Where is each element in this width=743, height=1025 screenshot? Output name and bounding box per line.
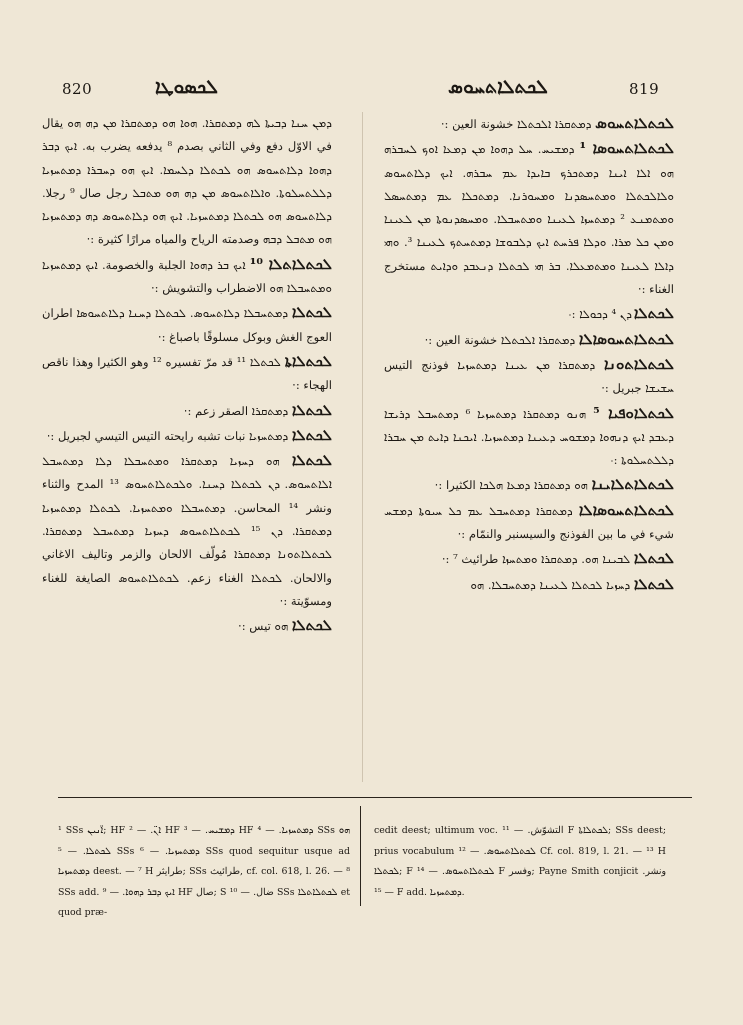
entry-headword: ܠܟܬܠܐ — [291, 400, 332, 419]
footnote-rule — [58, 797, 692, 798]
dictionary-entry — [42, 301, 332, 349]
dictionary-entry — [384, 547, 674, 571]
dictionary-entry — [384, 112, 674, 136]
dictionary-entry — [384, 499, 674, 547]
footnote-column-divider — [360, 806, 361, 906]
entry-headword: ܠܟܬܠܐܬܠܐ ¹⁰ — [249, 254, 332, 273]
entry-headword: ܠܟܬܠܐ — [633, 304, 674, 323]
entry-definition: ܕܡܫܝܚ. ܚܠ ܕܗܘܐ ܡܢ ܕܡܥܐ ܐܘܟ ܠܚܒܪܗ ܗܘ ܐܠܐ ܐܝܢܐ ܕܡܬܟܪܟ ܒܐܝܕܐ ܥܡ ܚܒܪܗ. ܐܝܟ ܕܠܐܬܚܘܣ ܘܠܐܠܟܬܠܐ ܘܡܬܚܣܕܢܐ ܘܡܚܘܪܢܐ. ܕܡܬܟܠܐ ܥܡ ܕܡܬܚܣܠ ܘܡܬܡܢܥ ² ܕܡܬܚܙܐ ܠܥܝܢܐ ܘܡܬܚܒܠܐ. ܘܡܚܣܕܢܘܬܐ ܡܢ ܠܥܝܢܐ ܘܡܢ ܟܠ ܡܪܐ. ܘܕܠܐ ܦܪܚܬ ܐܝܟ ܕܠܒܘܫܐ ܕܡܬܚܬܟ ܠܥܝܢܐ ³. ܘܗܝ ܕܐܠܐ ܠܥܝܢܐ ܘܡܬܡܥܠܐ. ܒܪ ܗܝ ܠܟܬܠܐ ܕܢܥܒܕ ܘܕܐܝܬ مستخرج الغناء :‧ — [384, 142, 674, 297]
entry-definition: ܕܡܢ ܚܢܐ ܕܒܝܬܐ ܠܗ ܕܡܬܩܪܐ. ܗܘܐ ܗܘ ܕܡܬܩܪܐ ܡܢ ܕܗ ܗܘ يقال في الاوّل دفع وفي الثاني بصدم ⁸ يدفعه يضرب به. ܐܝܟ ܕܒܪ ܕܗܘܐ ܕܠܐܬܚܘܣ ܗܘ ܠܟܬܠܐ ܕܠܚܡܐ. ܐܝܟ ܗܘ ܕܚܒܪܐ ܕܡܬܚܙܝܐ ܕܠܠܬܚܠܘܬܐ. ܘܐܠܐܬܚܘܣ ܡܢ ܕܗ ܗܘ ܡܬܒܠ رجل صال ⁹ رجلا. ܕܠܐܬܚܘܣ ܗܘ ܠܟܬܠܐ ܕܡܬܚܙܝܐ. ܐܝܟ ܗܘ ܕܠܐܬܚܘܣ ܕܗ ܕܡܬܚܙܝܐ ܗܘ ܡܬܒܠ ܕܒܗ وصدمته الرياح والمياه مرارًا كثيرة :‧ — [42, 116, 332, 247]
entry-definition: ܕܡܬܩܪܐ ܐܠܟܬܠܐ خشونة العين :‧ — [440, 117, 592, 131]
entry-headword: ܠܟܬܠܐ — [291, 616, 332, 635]
entry-definition: ܠܒܝܢܐ ܗܘ. ܕܡܬܩܪܐ ܘܡܬܚܙܐ طرائيث ⁷ :‧ — [441, 552, 631, 567]
dictionary-entry — [42, 614, 332, 638]
dictionary-entry — [384, 302, 674, 326]
entry-definition: ܗܘ تيس :‧ — [238, 619, 289, 634]
footnotes-right: cedit deest; ultimum voc. التشوّش. — ¹¹ F ܠܟܬܠܐܬܐ; SSs deest; prius vocabulum ܠܟܬܠܐܬܚܘܣ. — ¹² Cf. col. 819, l. 21. — ¹³ H ܠܟܬܠܐ; F ܠܟܬܠܐܬܚܘܣ. — ¹⁴ F وفسر; Payne Smith conjicit ونشر. — ¹⁵ F add. ܕܡܬܚܙܝܐ. — [374, 825, 666, 898]
dictionary-entry — [42, 449, 332, 613]
entry-definition: ܕܡܬܚܙܝܐ نبات تشبه رايحته التيس التيسي لجبريل :‧ — [46, 428, 289, 443]
dictionary-entry — [384, 353, 674, 401]
right-running-title: ܠܟܬܠܐܬܚܘܣ — [448, 76, 548, 98]
left-text-column — [42, 112, 332, 782]
entry-headword: ܠܟܬܠܐܬܠܐܝܢܐ — [591, 475, 674, 494]
dictionary-entry — [42, 399, 332, 423]
dictionary-entry — [384, 473, 674, 497]
entry-definition: ܠܟܬܠܐ ¹¹ قد مرّ تفسيره ¹² وهو الكثيرا وهذا ناقص الهجاء :‧ — [42, 354, 332, 393]
dictionary-entry — [384, 137, 674, 301]
entry-headword: ܠܟܬܠܐܬܚܘܣ — [595, 114, 674, 132]
entry-definition: ܕܡܬܩܪܐ ܡܢ ܥܝܢܐ ܕܡܬܚܙܝܐ فوذنج التيس ܚܫܝܫܐ جبريل :‧ — [384, 357, 674, 396]
entry-headword: ܠܟܬܠܐ — [291, 425, 332, 444]
entry-headword: ܠܟܬܠܐ — [633, 574, 674, 593]
dictionary-entry — [384, 328, 674, 352]
entry-definition: ܕܚܙܝܐ ܠܟܬܠܐ ܠܥܝܢܐ ܕܡܬܚܒܠܐ. ܗܘ — [470, 577, 631, 592]
dictionary-entry — [384, 402, 674, 473]
entry-headword: ܠܟܬܠܐ — [291, 451, 332, 470]
left-running-title: ܠܟܣܘܛܐ — [155, 76, 218, 98]
dictionary-entry — [42, 112, 332, 252]
entry-headword: ܠܟܬܠܐ — [291, 303, 332, 322]
entry-headword: ܠܟܬܠܐܬܚܘܣܐܠܐ — [578, 329, 674, 348]
dictionary-entry — [384, 573, 674, 597]
entry-headword: ܠܟܬܠܐ — [633, 549, 674, 568]
entry-definition: ܗܘ ܕܡܬܩܪܐ ܕܡܥܐ ܗܠܟܐ الكثيرا :‧ — [434, 478, 588, 493]
right-text-column — [384, 112, 674, 782]
dictionary-entry — [42, 424, 332, 448]
dictionary-entry — [42, 253, 332, 301]
entry-definition: ܗܢܘ ܕܡܬܩܪܐ ܕܡܬܚܙܝܐ ⁶ ܕܡܬܚܒܠ ܕܪܝܫܐ ܕܥܒܕ ܐܝܟ ܕܢܗܘܐ ܕܡܫܘܚ ܕܥܝܢܐ ܕܡܬܚܙܝܐ. ܐܝܟܢܐ ܕܐܝܬ ܡܢ ܚܒܪܐ ܕܠܠܬܚܠܘܬܐ :‧ — [384, 406, 674, 468]
right-page-number: 819 — [629, 80, 660, 98]
column-divider — [362, 112, 363, 782]
entry-headword: ܠܟܬܠܐܬܘܢܐ — [603, 354, 674, 373]
footnotes-left: ¹ SSs ܐ̈ܢܝܢ; HF ܐܢ̈. — ² HF ܕܡܫܝܚ. — ³ HF ܕܡܬܚܙܝܐ. — ⁴ SSs ܗܘ ܠܟܬܠܐ. — ⁵ SSs ܕܡܬܚܙܝܐ. — ⁶ SSs quod sequitur usque ad ܕܡܬܚܙܝܐ deest. — ⁷ H طرايثر; SSs طرائيث, cf. col. 618, l. 26. — ⁸ SSs add. ܐܝܟ ܕܒܪ ܕܗܘܐ. — ⁹ HF صال; S ضال. — ¹⁰ SSs ܠܟܬܠܐܬܠܐ et quod præ- — [58, 825, 351, 918]
entry-headword: ܠܟܬܠܐܬܚܘܣܐ ¹ — [579, 139, 674, 158]
left-page-number: 820 — [62, 80, 93, 98]
entry-definition: ܗܘ ܕܚܙܝܐ ܕܡܬܩܪܐ ܘܡܬܚܒܠܐ ܕܠܐ ܕܡܬܚܒܠ ܐܠܐܬܚܘܣ. ܕܢ ܠܟܬܠܐ ܕܚܢܐ. ܘܠܟܬܠܐܬܚܘܣ ¹³ المدح والثناء ونشر ¹⁴ المحاسن. ܕܡܬܚܒܠܐ ܘܡܬܚܙܝܐ. ܠܟܬܠܐ ܕܡܬܚܙܝܐ ܕܡܬܩܪܐ. ܕܢ ¹⁵ ܠܟܬܠܐܬܚܘܣ ܕܚܙܝܐ ܕܡܬܚܒܠ ܕܡܬܩܪܐ. ܠܟܬܠܐܬܘܢܐ ܕܡܬܩܪܐ مُولّف الالحان والزمر وتاليف الاغاني والالحان. ܠܟܬܠܐ الغناء زعم. ܠܟܬܠܐܬܚܘܣ الصايغة للغناء ومسوّيتة :‧ — [42, 454, 332, 608]
entry-headword: ܠܟܬܠܐܬܐ — [284, 351, 332, 370]
entry-headword: ܠܟܬܠܐܘܦܝܐ ⁵ — [593, 403, 674, 422]
entry-definition: ܕܡܬܚܒܠܐ ܕܠܐܬܚܘܣ. ܠܟܬܠܐ ܕܚܢܐ ܕܠܐܬܚܘܣܐ اطران العوج الغش وبوكل مسلوقًا باصباغ :‧ — [42, 306, 332, 344]
entry-headword: ܠܟܬܠܐܬܚܘܣܐܠܐ — [578, 500, 674, 519]
entry-definition: ܕܢ ⁴ ܕܟܘܠܐ :‧ — [568, 307, 631, 322]
entry-definition: ܕܡܬܩܪܐ ܕܡܬܚܒܠ ܥܡ ܟܠ ܚܝܘܬܐ ܕܡܫܚ شيء في ما بين الفوذنج والسيسنبر والنمّام :‧ — [384, 503, 674, 542]
entry-definition: ܕܡܬܩܪܐ ܐܠܟܬܠܐ خشونة العين :‧ — [424, 332, 576, 347]
entry-definition: ܕܡܬܩܪܐ الصقر زعم :‧ — [183, 403, 289, 418]
dictionary-entry — [42, 350, 332, 398]
entry-definition: ܐܝܟ ܒܪ ܕܗܘܐ الجلبة والخصومة. ܐܝܟ ܕܡܬܚܙܝܐ ܘܡܬܚܒܠܐ ܗܘ الاضطراب والتشويش :‧ — [42, 257, 332, 296]
